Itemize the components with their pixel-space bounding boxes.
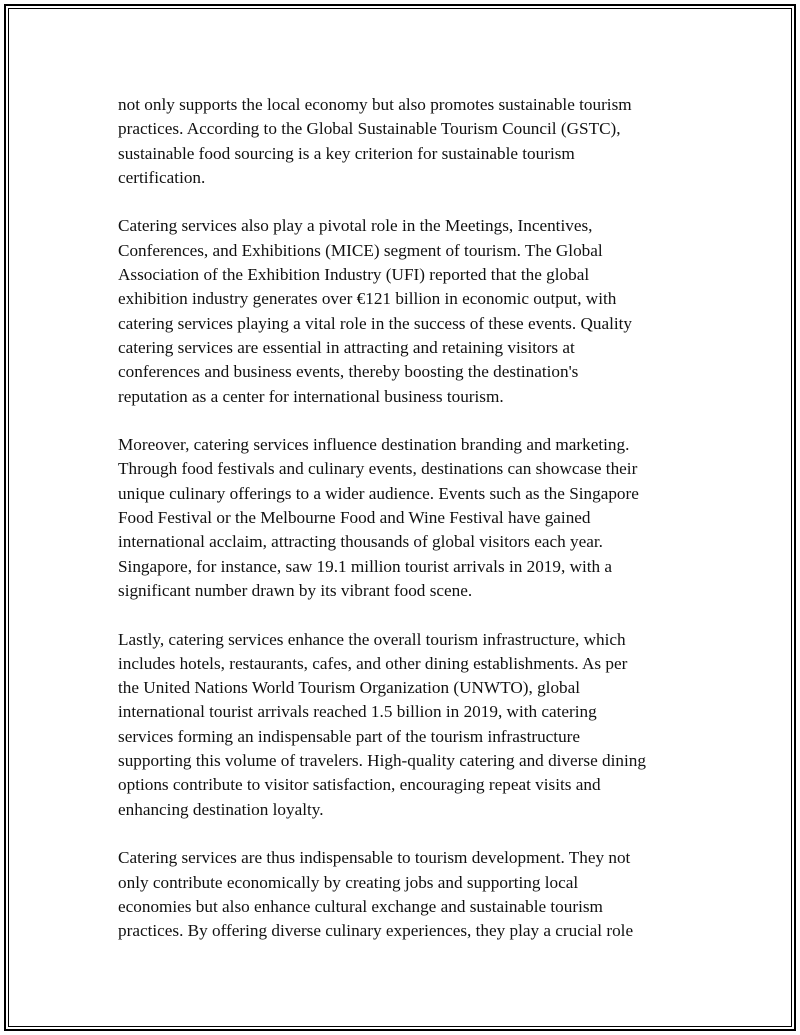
- paragraph-destination-branding: Moreover, catering services influence destination branding and marketing. Through food festivals and culinary events, destinations can showcase their unique culinary offerings to a wider audience. Events such as the Singapore Food Festival or the Melbourne Food and Wine Festival have gained international acclaim, attracting thousands of global visitors each year. Singapore, for instance, saw 19.1 million tourist arrivals in 2019, with a significant number drawn by its vibrant food scene.: [118, 435, 639, 600]
- paragraph-tourism-infrastructure: Lastly, catering services enhance the overall tourism infrastructure, which includes hotels, restaurants, cafes, and other dining establishments. As per the United Nations World Tourism Organization (UNWTO), global international tourist arrivals reached 1.5 billion in 2019, with catering services forming an indispensable part of the tourism infrastructure supporting this volume of travelers. High-quality catering and diverse dining options contribute to visitor satisfaction, encouraging repeat visits and enhancing destination loyalty.: [118, 629, 646, 819]
- document-body: [118, 93, 684, 968]
- paragraph-local-economy: not only supports the local economy but also promotes sustainable tourism practices. According to the Global Sustainable Tourism Council (GSTC), sustainable food sourcing is a key criterion for sustainable tourism certification.: [118, 95, 632, 187]
- paragraph-conclusion: Catering services are thus indispensable to tourism development. They not only contribute economically by creating jobs and supporting local economies but also enhance cultural exchange and sustainable tourism practices. By offering diverse culinary experiences, they play a crucial role: [118, 848, 634, 941]
- paragraph-mice-tourism: Catering services also play a pivotal role in the Meetings, Incentives, Conferences, and Exhibitions (MICE) segment of tourism. The Global Association of the Exhibition Industry (UFI) reported that the global exhibition industry generates over €121 billion in economic output, with catering services playing a vital role in the success of these events. Quality catering services are essential in attracting and retaining visitors at conferences and business events, thereby boosting the destination's reputation as a center for international business tourism.: [118, 216, 633, 406]
